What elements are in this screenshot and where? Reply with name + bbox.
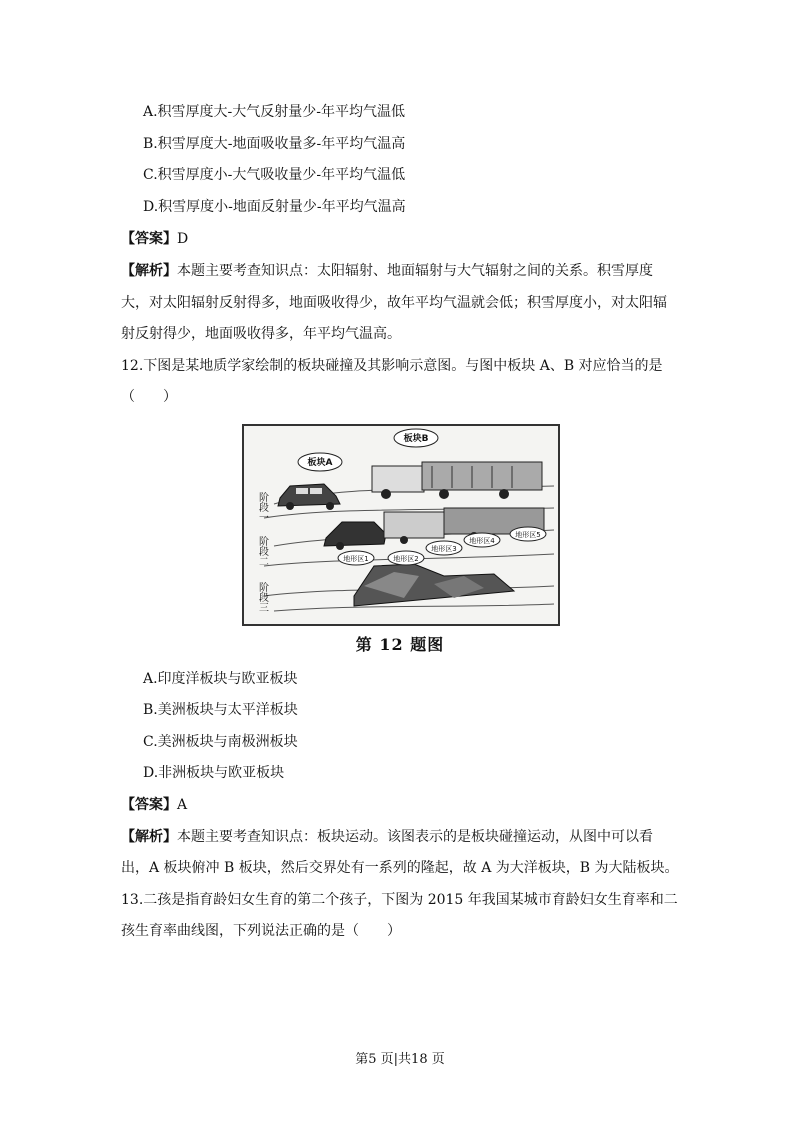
q12-option-a: A.印度洋板块与欧亚板块: [143, 671, 298, 687]
q12-stem: 12.下图是某地质学家绘制的板块碰撞及其影响示意图。与图中板块 A、B 对应恰当的是: [121, 358, 663, 374]
q11-option-b: B.积雪厚度大-地面吸收量多-年平均气温高: [143, 136, 406, 152]
zone-4-label: 地形区4: [469, 537, 495, 545]
q11-answer: [121, 229, 188, 249]
figure-caption: 第 12 题图: [355, 635, 445, 654]
q11-option-c: C.积雪厚度小-大气吸收量少-年平均气温低: [143, 167, 406, 183]
stage-3-label: 阶段三: [256, 582, 268, 612]
q12-answer: [121, 795, 187, 815]
page-footer: 第5 页|共18 页: [355, 1052, 445, 1067]
plate-a-label: 板块A: [307, 458, 333, 468]
q13-stem-line-2: 孩生育率曲线图，下列说法正确的是（ ）: [121, 923, 401, 939]
q11-option-a: A.积雪厚度大-大气反射量少-年平均气温低: [143, 104, 406, 120]
q12-analysis-line-1: [121, 827, 653, 847]
analysis-tag: 【解析】: [121, 263, 177, 279]
q13-stem-line-1: 13.二孩是指育龄妇女生育的第二个孩子，下图为 2015 年我国某城市育龄妇女生育率和二: [121, 892, 678, 908]
answer-value: A: [177, 797, 188, 813]
q11-analysis-line-1: [121, 261, 653, 281]
plate-collision-illustration: [244, 426, 558, 624]
answer-tag: 【答案】: [121, 231, 177, 247]
answer-value: D: [177, 231, 189, 247]
q12-option-d: D.非洲板块与欧亚板块: [143, 765, 285, 781]
plate-collision-figure: [242, 424, 560, 626]
answer-tag: 【答案】: [121, 797, 177, 813]
zone-3-label: 地形区3: [431, 545, 457, 553]
stage-3-vehicles: [354, 564, 514, 606]
zone-5-label: 地形区5: [515, 531, 541, 539]
zone-2-label: 地形区2: [393, 555, 419, 563]
q12-bracket: （ ）: [121, 389, 177, 405]
stage-1-label: 阶段一: [256, 492, 268, 522]
analysis-tag: 【解析】: [121, 829, 177, 845]
q11-analysis-line-3: 射反射得少，地面吸收得多，年平均气温高。: [121, 326, 401, 342]
q11-option-d: D.积雪厚度小-地面反射量少-年平均气温高: [143, 199, 406, 215]
zone-1-label: 地形区1: [343, 555, 369, 563]
q11-analysis-line-2: 大，对太阳辐射反射得多，地面吸收得少，故年平均气温就会低；积雪厚度小，对太阳辐: [121, 295, 667, 311]
q12-option-b: B.美洲板块与太平洋板块: [143, 702, 298, 718]
q12-option-c: C.美洲板块与南极洲板块: [143, 734, 298, 750]
q12-analysis-line-2: 出，A 板块俯冲 B 板块，然后交界处有一系列的隆起，故 A 为大洋板块，B 为大陆板块。: [121, 860, 679, 876]
stage-2-label: 阶段二: [256, 536, 268, 566]
analysis-text: 本题主要考查知识点：板块运动。该图表示的是板块碰撞运动，从图中可以看: [177, 829, 653, 845]
analysis-text: 本题主要考查知识点：太阳辐射、地面辐射与大气辐射之间的关系。积雪厚度: [177, 263, 653, 279]
plate-b-label: 板块B: [403, 434, 429, 444]
